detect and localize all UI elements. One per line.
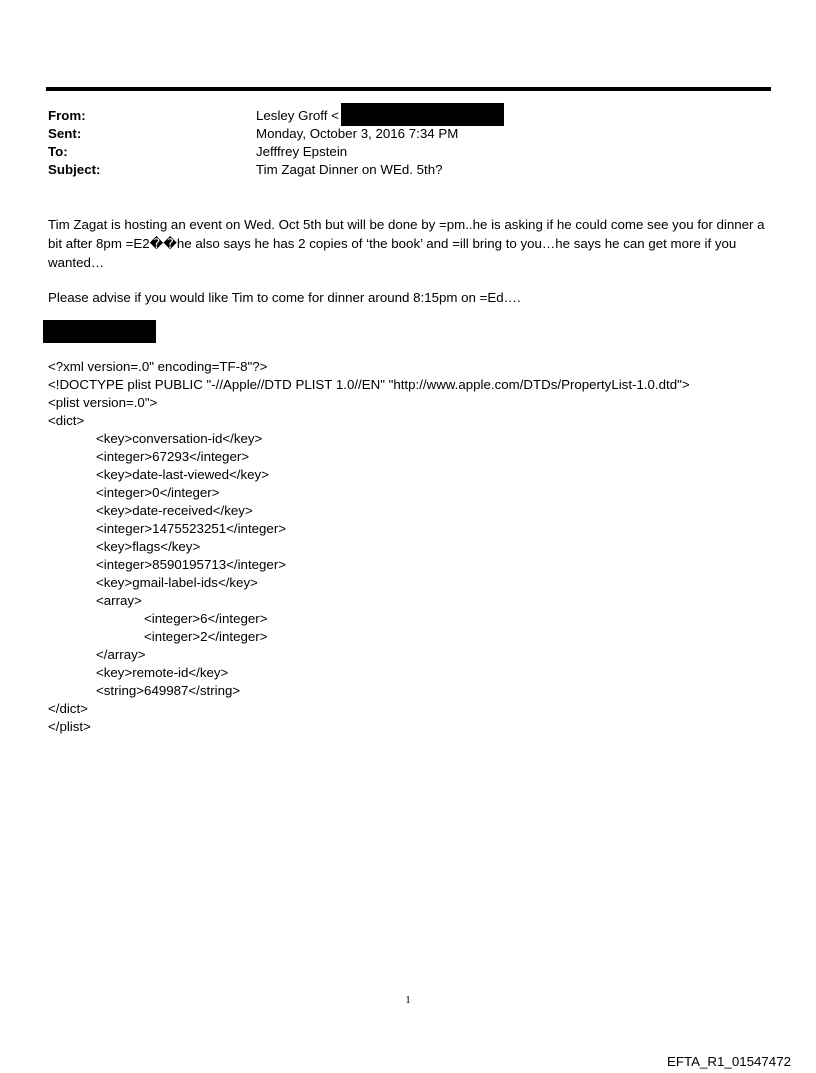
plist-line: <key>date-received</key> xyxy=(96,503,253,518)
plist-line: <integer>0</integer> xyxy=(96,485,220,500)
subject-row xyxy=(48,161,768,179)
plist-line: <integer>8590195713</integer> xyxy=(96,557,287,572)
plist-line: <integer>1475523251</integer> xyxy=(96,521,287,536)
page-number: 1 xyxy=(405,994,411,1006)
redacted-signature xyxy=(43,320,156,343)
plist-metadata xyxy=(48,358,788,736)
plist-line: <key>flags</key> xyxy=(96,539,201,554)
subject-label: Subject: xyxy=(48,162,101,177)
plist-line: <dict> xyxy=(48,413,85,428)
from-value xyxy=(256,107,504,126)
header-divider xyxy=(46,87,771,91)
plist-line: <key>conversation-id</key> xyxy=(96,431,263,446)
plist-line: <?xml version=.0" encoding=TF-8"?> xyxy=(48,359,268,374)
plist-line: <!DOCTYPE plist PUBLIC "-//Apple//DTD PLIST 1.0//EN" "http://www.apple.com/DTDs/PropertyList-1.0.dtd"> xyxy=(48,377,690,392)
from-label: From: xyxy=(48,108,86,123)
email-body xyxy=(48,215,773,307)
plist-line: </dict> xyxy=(48,701,88,716)
document-id: EFTA_R1_01547472 xyxy=(667,1054,791,1069)
plist-line: <key>gmail-label-ids</key> xyxy=(96,575,258,590)
plist-line: <plist version=.0"> xyxy=(48,395,158,410)
sent-row xyxy=(48,125,768,143)
subject-value: Tim Zagat Dinner on WEd. 5th? xyxy=(256,162,443,177)
plist-line: <integer>6</integer> xyxy=(144,611,268,626)
to-value: Jefffrey Epstein xyxy=(256,144,348,159)
plist-line: <string>649987</string> xyxy=(96,683,241,698)
plist-line: <array> xyxy=(96,593,142,608)
to-label: To: xyxy=(48,144,68,159)
body-paragraph-2: Please advise if you would like Tim to come for dinner around 8:15pm on =Ed…. xyxy=(48,290,521,305)
from-row xyxy=(48,107,768,125)
email-header xyxy=(48,107,768,179)
plist-line: <integer>2</integer> xyxy=(144,629,268,644)
plist-line: </plist> xyxy=(48,719,91,734)
sent-label: Sent: xyxy=(48,126,82,141)
sent-value: Monday, October 3, 2016 7:34 PM xyxy=(256,126,459,141)
plist-line: <integer>67293</integer> xyxy=(96,449,250,464)
body-paragraph-1: Tim Zagat is hosting an event on Wed. Oct 5th but will be done by =pm..he is asking if he could come see you for dinner a bit after 8pm =E2��he also says he has 2 copies of ‘the book’ and =ill bring to you…he says he can get more if you wanted… xyxy=(48,217,765,270)
to-row xyxy=(48,143,768,161)
redacted-email-address xyxy=(341,103,504,126)
plist-line: <key>remote-id</key> xyxy=(96,665,229,680)
plist-line: <key>date-last-viewed</key> xyxy=(96,467,269,482)
plist-line: </array> xyxy=(96,647,146,662)
from-name: Lesley Groff < xyxy=(256,108,339,123)
